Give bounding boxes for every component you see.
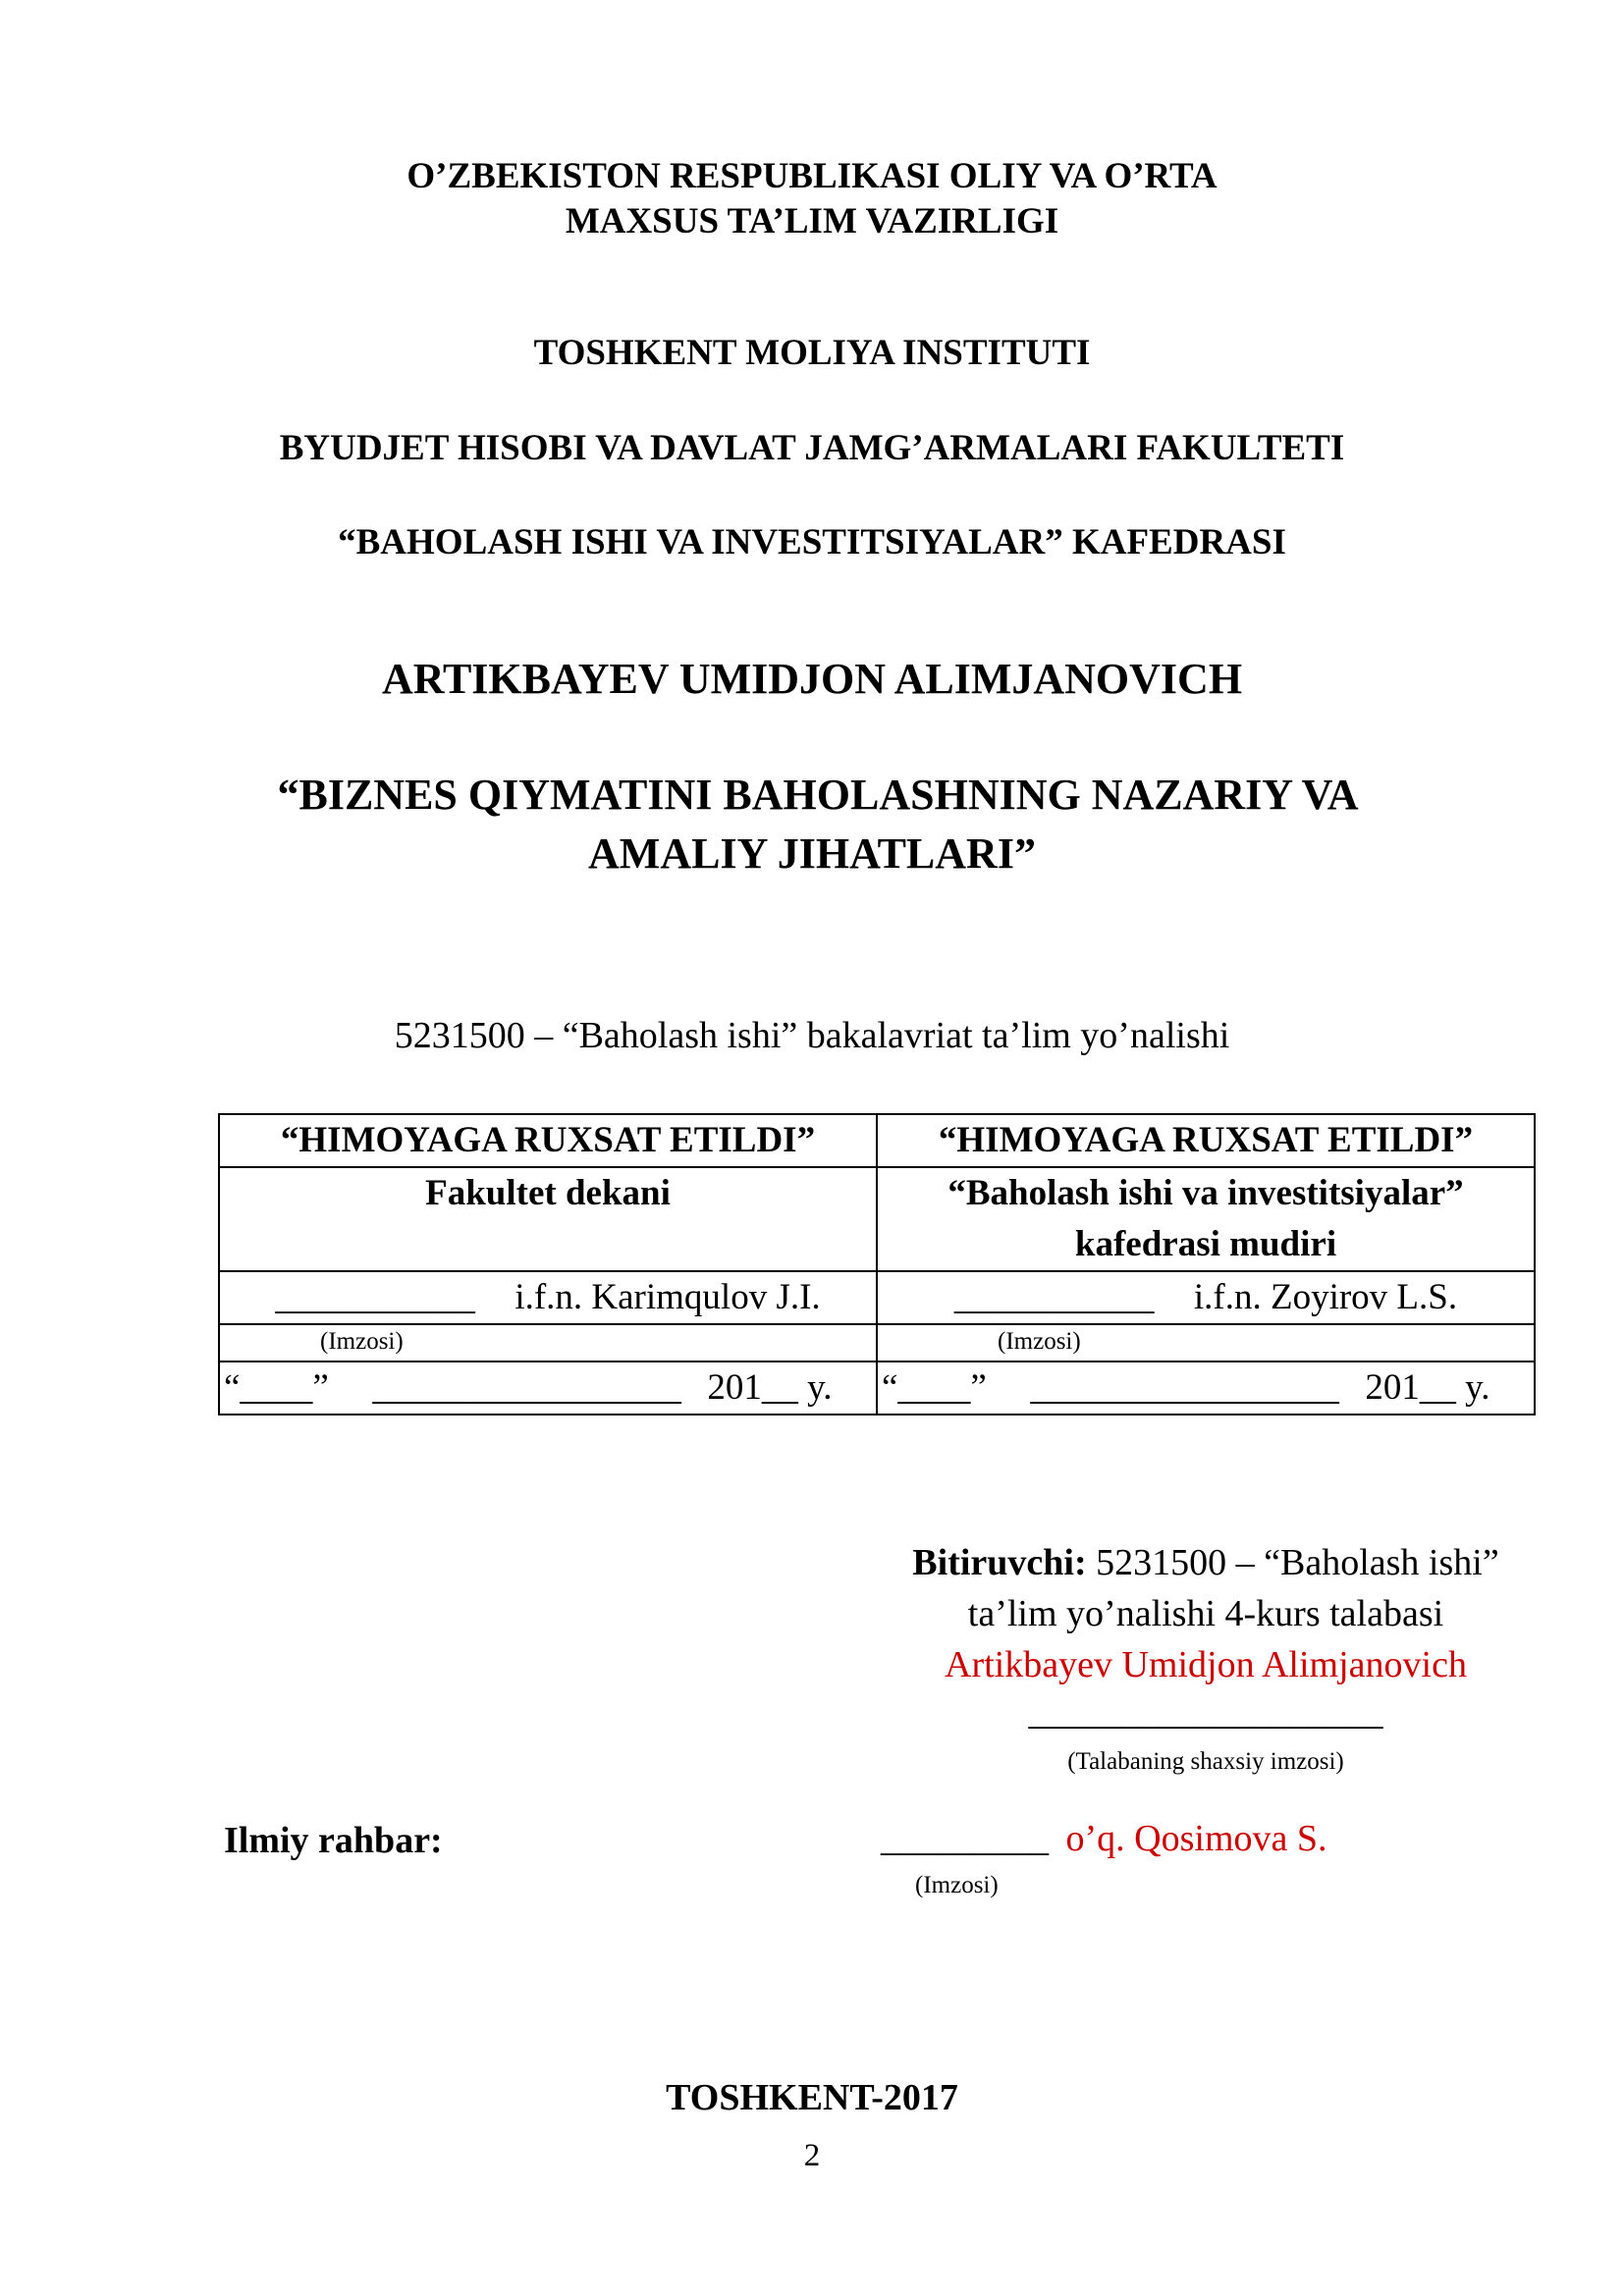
supervisor-signature-label: (Imzosi): [915, 1872, 999, 1898]
ministry-line-2: MAXSUS TA’LIM VAZIRLIGI: [565, 201, 1059, 241]
graduate-label: Bitiruvchi:: [912, 1542, 1087, 1583]
supervisor-signature-blank: _________: [881, 1818, 1049, 1859]
right-role: [877, 1167, 1535, 1271]
right-date-year: 201__ y.: [1365, 1367, 1490, 1408]
faculty-name: BYUDJET HISOBI VA DAVLAT JAMG’ARMALARI FAKULTETI: [279, 428, 1345, 468]
left-role-text: Fakultet dekani: [425, 1173, 671, 1213]
city-year: TOSHKENT-2017: [666, 2077, 958, 2118]
right-date-row: [877, 1362, 1535, 1415]
supervisor-name: o’q. Qosimova S.: [1065, 1818, 1327, 1859]
left-signature-row: [219, 1271, 877, 1324]
approval-table: [218, 1113, 1536, 1415]
left-signer-name: i.f.n. Karimqulov J.I.: [514, 1277, 821, 1317]
left-date-row: [219, 1362, 877, 1415]
left-signature-blank: ___________: [275, 1277, 475, 1317]
page-number: 2: [803, 2138, 821, 2173]
institute-name: TOSHKENT MOLIYA INSTITUTI: [533, 333, 1091, 373]
left-signature-label-cell: [219, 1324, 877, 1362]
right-signer-name: i.f.n. Zoyirov L.S.: [1193, 1277, 1458, 1317]
graduate-line-1: [901, 1541, 1510, 1584]
graduate-signature-label: (Talabaning shaxsiy imzosi): [1067, 1748, 1344, 1775]
right-signature-blank: ___________: [953, 1277, 1155, 1317]
thesis-title-line-1: “BIZNES QIYMATINI BAHOLASHNING NAZARIY VA: [277, 771, 1359, 819]
supervisor-signature-row: [881, 1817, 1327, 1860]
right-date-quote: “____”: [882, 1367, 987, 1408]
right-signature-row: [877, 1271, 1535, 1324]
left-heading: “HIMOYAGA RUXSAT ETILDI”: [219, 1114, 877, 1167]
graduate-signature-blank: ___________________: [1028, 1691, 1383, 1733]
department-name: “BAHOLASH ISHI VA INVESTITSIYALAR” KAFEDRASI: [338, 522, 1286, 562]
supervisor-label: Ilmiy rahbar:: [224, 1820, 443, 1861]
graduate-program: 5231500 – “Baholash ishi”: [1086, 1542, 1499, 1583]
graduate-name: Artikbayev Umidjon Alimjanovich: [945, 1644, 1467, 1685]
author-name: ARTIKBAYEV UMIDJON ALIMJANOVICH: [381, 655, 1243, 703]
right-signature-label-cell: [877, 1324, 1535, 1362]
left-date-year: 201__ y.: [707, 1367, 833, 1408]
right-heading: “HIMOYAGA RUXSAT ETILDI”: [877, 1114, 1535, 1167]
left-date-quote: “____”: [224, 1367, 329, 1408]
left-date-blank: _________________: [372, 1367, 681, 1408]
graduate-line-2: ta’lim yo’nalishi 4-kurs talabasi: [967, 1593, 1444, 1634]
program-line: 5231500 – “Baholash ishi” bakalavriat ta’lim yo’nalishi: [394, 1015, 1230, 1056]
right-date-blank: _________________: [1030, 1367, 1339, 1408]
left-role: [219, 1167, 877, 1271]
thesis-title-line-2: AMALIY JIHATLARI”: [588, 829, 1036, 878]
left-signature-label: (Imzosi): [320, 1328, 404, 1355]
right-role-line-2: kafedrasi mudiri: [1074, 1224, 1337, 1264]
right-role-line-1: “Baholash ishi va investitsiyalar”: [947, 1173, 1464, 1213]
right-signature-label: (Imzosi): [998, 1328, 1081, 1355]
ministry-line-1: O’ZBEKISTON RESPUBLIKASI OLIY VA O’RTA: [406, 156, 1218, 196]
